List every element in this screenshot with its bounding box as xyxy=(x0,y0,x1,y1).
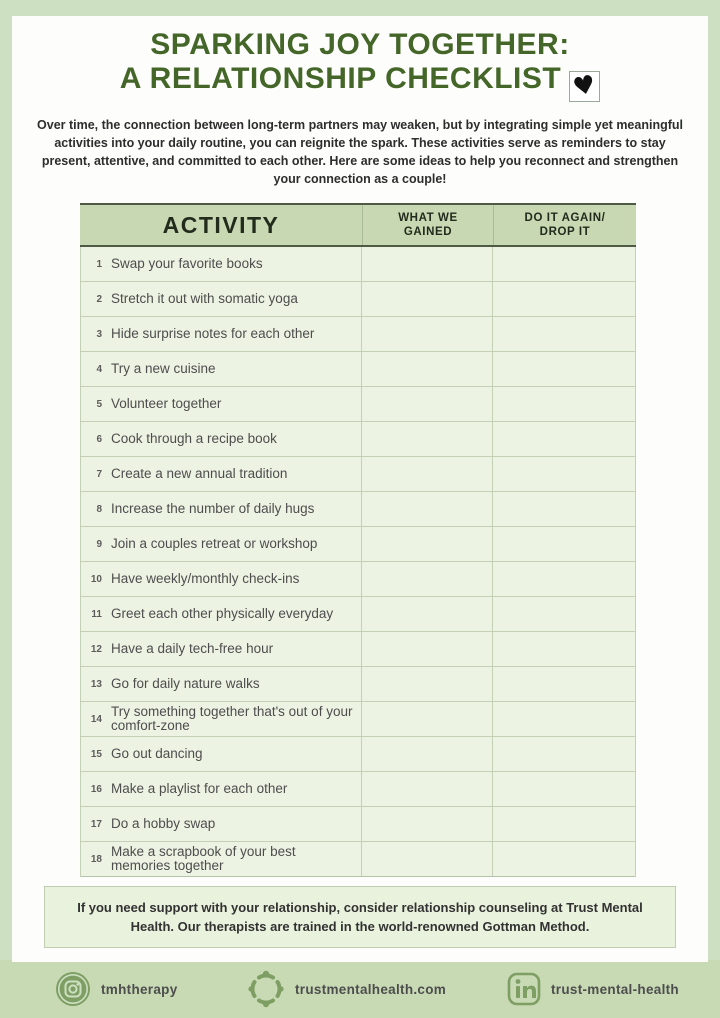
gained-cell xyxy=(361,352,492,386)
gained-cell xyxy=(361,667,492,701)
again-cell xyxy=(492,387,635,421)
table-body xyxy=(80,247,636,877)
gained-cell xyxy=(361,562,492,596)
activity-text: Make a playlist for each other xyxy=(111,781,288,796)
row-number: 10 xyxy=(90,573,102,585)
gained-cell xyxy=(361,737,492,771)
again-cell xyxy=(492,842,635,876)
table-row xyxy=(81,772,635,807)
table-row xyxy=(81,247,635,282)
gained-cell xyxy=(361,527,492,561)
heart-checkbox-icon: ♥ xyxy=(570,68,599,103)
again-cell xyxy=(492,282,635,316)
activity-text: Go for daily nature walks xyxy=(111,676,260,691)
table-row xyxy=(81,492,635,527)
row-number: 8 xyxy=(96,503,102,515)
linkedin-link[interactable] xyxy=(507,972,679,1006)
row-number: 5 xyxy=(96,398,102,410)
gained-cell xyxy=(361,597,492,631)
checklist-table xyxy=(80,203,636,877)
table-row xyxy=(81,387,635,422)
table-row xyxy=(81,807,635,842)
activity-text: Have weekly/monthly check-ins xyxy=(111,571,300,586)
activity-text: Cook through a recipe book xyxy=(111,431,277,446)
gained-cell xyxy=(361,317,492,351)
table-row xyxy=(81,317,635,352)
gained-cell xyxy=(361,772,492,806)
table-row xyxy=(81,422,635,457)
gained-cell xyxy=(361,247,492,281)
activity-text: Stretch it out with somatic yoga xyxy=(111,291,298,306)
table-row xyxy=(81,562,635,597)
activity-text: Join a couples retreat or workshop xyxy=(111,536,318,551)
row-number: 18 xyxy=(90,853,102,865)
header-what-we-gained: WHAT WE GAINED xyxy=(362,205,493,245)
again-cell xyxy=(492,772,635,806)
gained-cell xyxy=(361,492,492,526)
activity-text: Try a new cuisine xyxy=(111,361,216,376)
table-row xyxy=(81,842,635,877)
tmh-logo-icon xyxy=(247,970,285,1008)
footer xyxy=(0,966,720,1012)
gained-cell xyxy=(361,702,492,736)
again-cell xyxy=(492,527,635,561)
instagram-handle: tmhtherapy xyxy=(101,981,178,997)
table-row xyxy=(81,282,635,317)
row-number: 14 xyxy=(90,713,102,725)
support-note-box xyxy=(44,886,676,948)
instagram-icon xyxy=(55,971,91,1007)
table-row xyxy=(81,702,635,737)
row-number: 6 xyxy=(96,433,102,445)
row-number: 9 xyxy=(96,538,102,550)
gained-cell xyxy=(361,387,492,421)
table-row xyxy=(81,632,635,667)
website-url: trustmentalhealth.com xyxy=(295,981,447,997)
again-cell xyxy=(492,597,635,631)
row-number: 15 xyxy=(90,748,102,760)
activity-text: Have a daily tech-free hour xyxy=(111,641,274,656)
activity-text: Greet each other physically everyday xyxy=(111,606,334,621)
table-row xyxy=(81,737,635,772)
again-cell xyxy=(492,737,635,771)
gained-cell xyxy=(361,282,492,316)
row-number: 7 xyxy=(96,468,102,480)
table-row xyxy=(81,597,635,632)
website-link[interactable] xyxy=(247,970,446,1008)
activity-text: Try something together that's out of your comfort-zone xyxy=(111,704,353,733)
row-number: 17 xyxy=(90,818,102,830)
gained-cell xyxy=(361,842,492,876)
header-activity: ACTIVITY xyxy=(162,211,280,238)
table-row xyxy=(81,457,635,492)
row-number: 3 xyxy=(96,328,102,340)
instagram-link[interactable] xyxy=(55,971,178,1007)
title-line-1: SPARKING JOY TOGETHER: xyxy=(150,28,570,61)
row-number: 1 xyxy=(96,258,102,270)
activity-text: Make a scrapbook of your best memories together xyxy=(111,844,296,873)
activity-text: Volunteer together xyxy=(111,396,222,411)
again-cell xyxy=(492,562,635,596)
row-number: 2 xyxy=(96,293,102,305)
intro-paragraph: Over time, the connection between long-term partners may weaken, but by integrating simple yet meaningful activities into your daily routine, you can reignite the spark. These activities serve as reminders to stay present, attentive, and committed to each other. Here are some ideas to help you reconnect and strengthen your connection as a couple! xyxy=(37,118,683,186)
again-cell xyxy=(492,247,635,281)
row-number: 11 xyxy=(91,608,102,620)
again-cell xyxy=(492,317,635,351)
gained-cell xyxy=(361,422,492,456)
gained-cell xyxy=(361,457,492,491)
again-cell xyxy=(492,352,635,386)
again-cell xyxy=(492,457,635,491)
again-cell xyxy=(492,632,635,666)
linkedin-handle: trust-mental-health xyxy=(551,981,679,997)
activity-text: Hide surprise notes for each other xyxy=(111,326,315,341)
title-line-2: A RELATIONSHIP CHECKLIST ♥ xyxy=(119,62,599,103)
again-cell xyxy=(492,492,635,526)
support-note-text: If you need support with your relationship, consider relationship counseling at Trust Mental Health. Our therapists are trained in the world-renowned Gottman Method. xyxy=(77,900,643,934)
activity-text: Do a hobby swap xyxy=(111,816,216,831)
again-cell xyxy=(492,702,635,736)
row-number: 4 xyxy=(96,363,102,375)
activity-text: Go out dancing xyxy=(111,746,203,761)
row-number: 13 xyxy=(90,678,102,690)
linkedin-icon xyxy=(507,972,541,1006)
row-number: 16 xyxy=(90,783,102,795)
activity-text: Create a new annual tradition xyxy=(111,466,288,481)
activity-text: Increase the number of daily hugs xyxy=(111,501,315,516)
header-do-it-again-drop-it: DO IT AGAIN/ DROP IT xyxy=(493,205,636,245)
again-cell xyxy=(492,422,635,456)
again-cell xyxy=(492,667,635,701)
table-row xyxy=(81,527,635,562)
gained-cell xyxy=(361,807,492,841)
page-title xyxy=(0,28,720,102)
table-row xyxy=(81,352,635,387)
row-number: 12 xyxy=(90,643,102,655)
table-header-row xyxy=(80,203,636,247)
activity-text: Swap your favorite books xyxy=(111,256,263,271)
gained-cell xyxy=(361,632,492,666)
table-row xyxy=(81,667,635,702)
again-cell xyxy=(492,807,635,841)
